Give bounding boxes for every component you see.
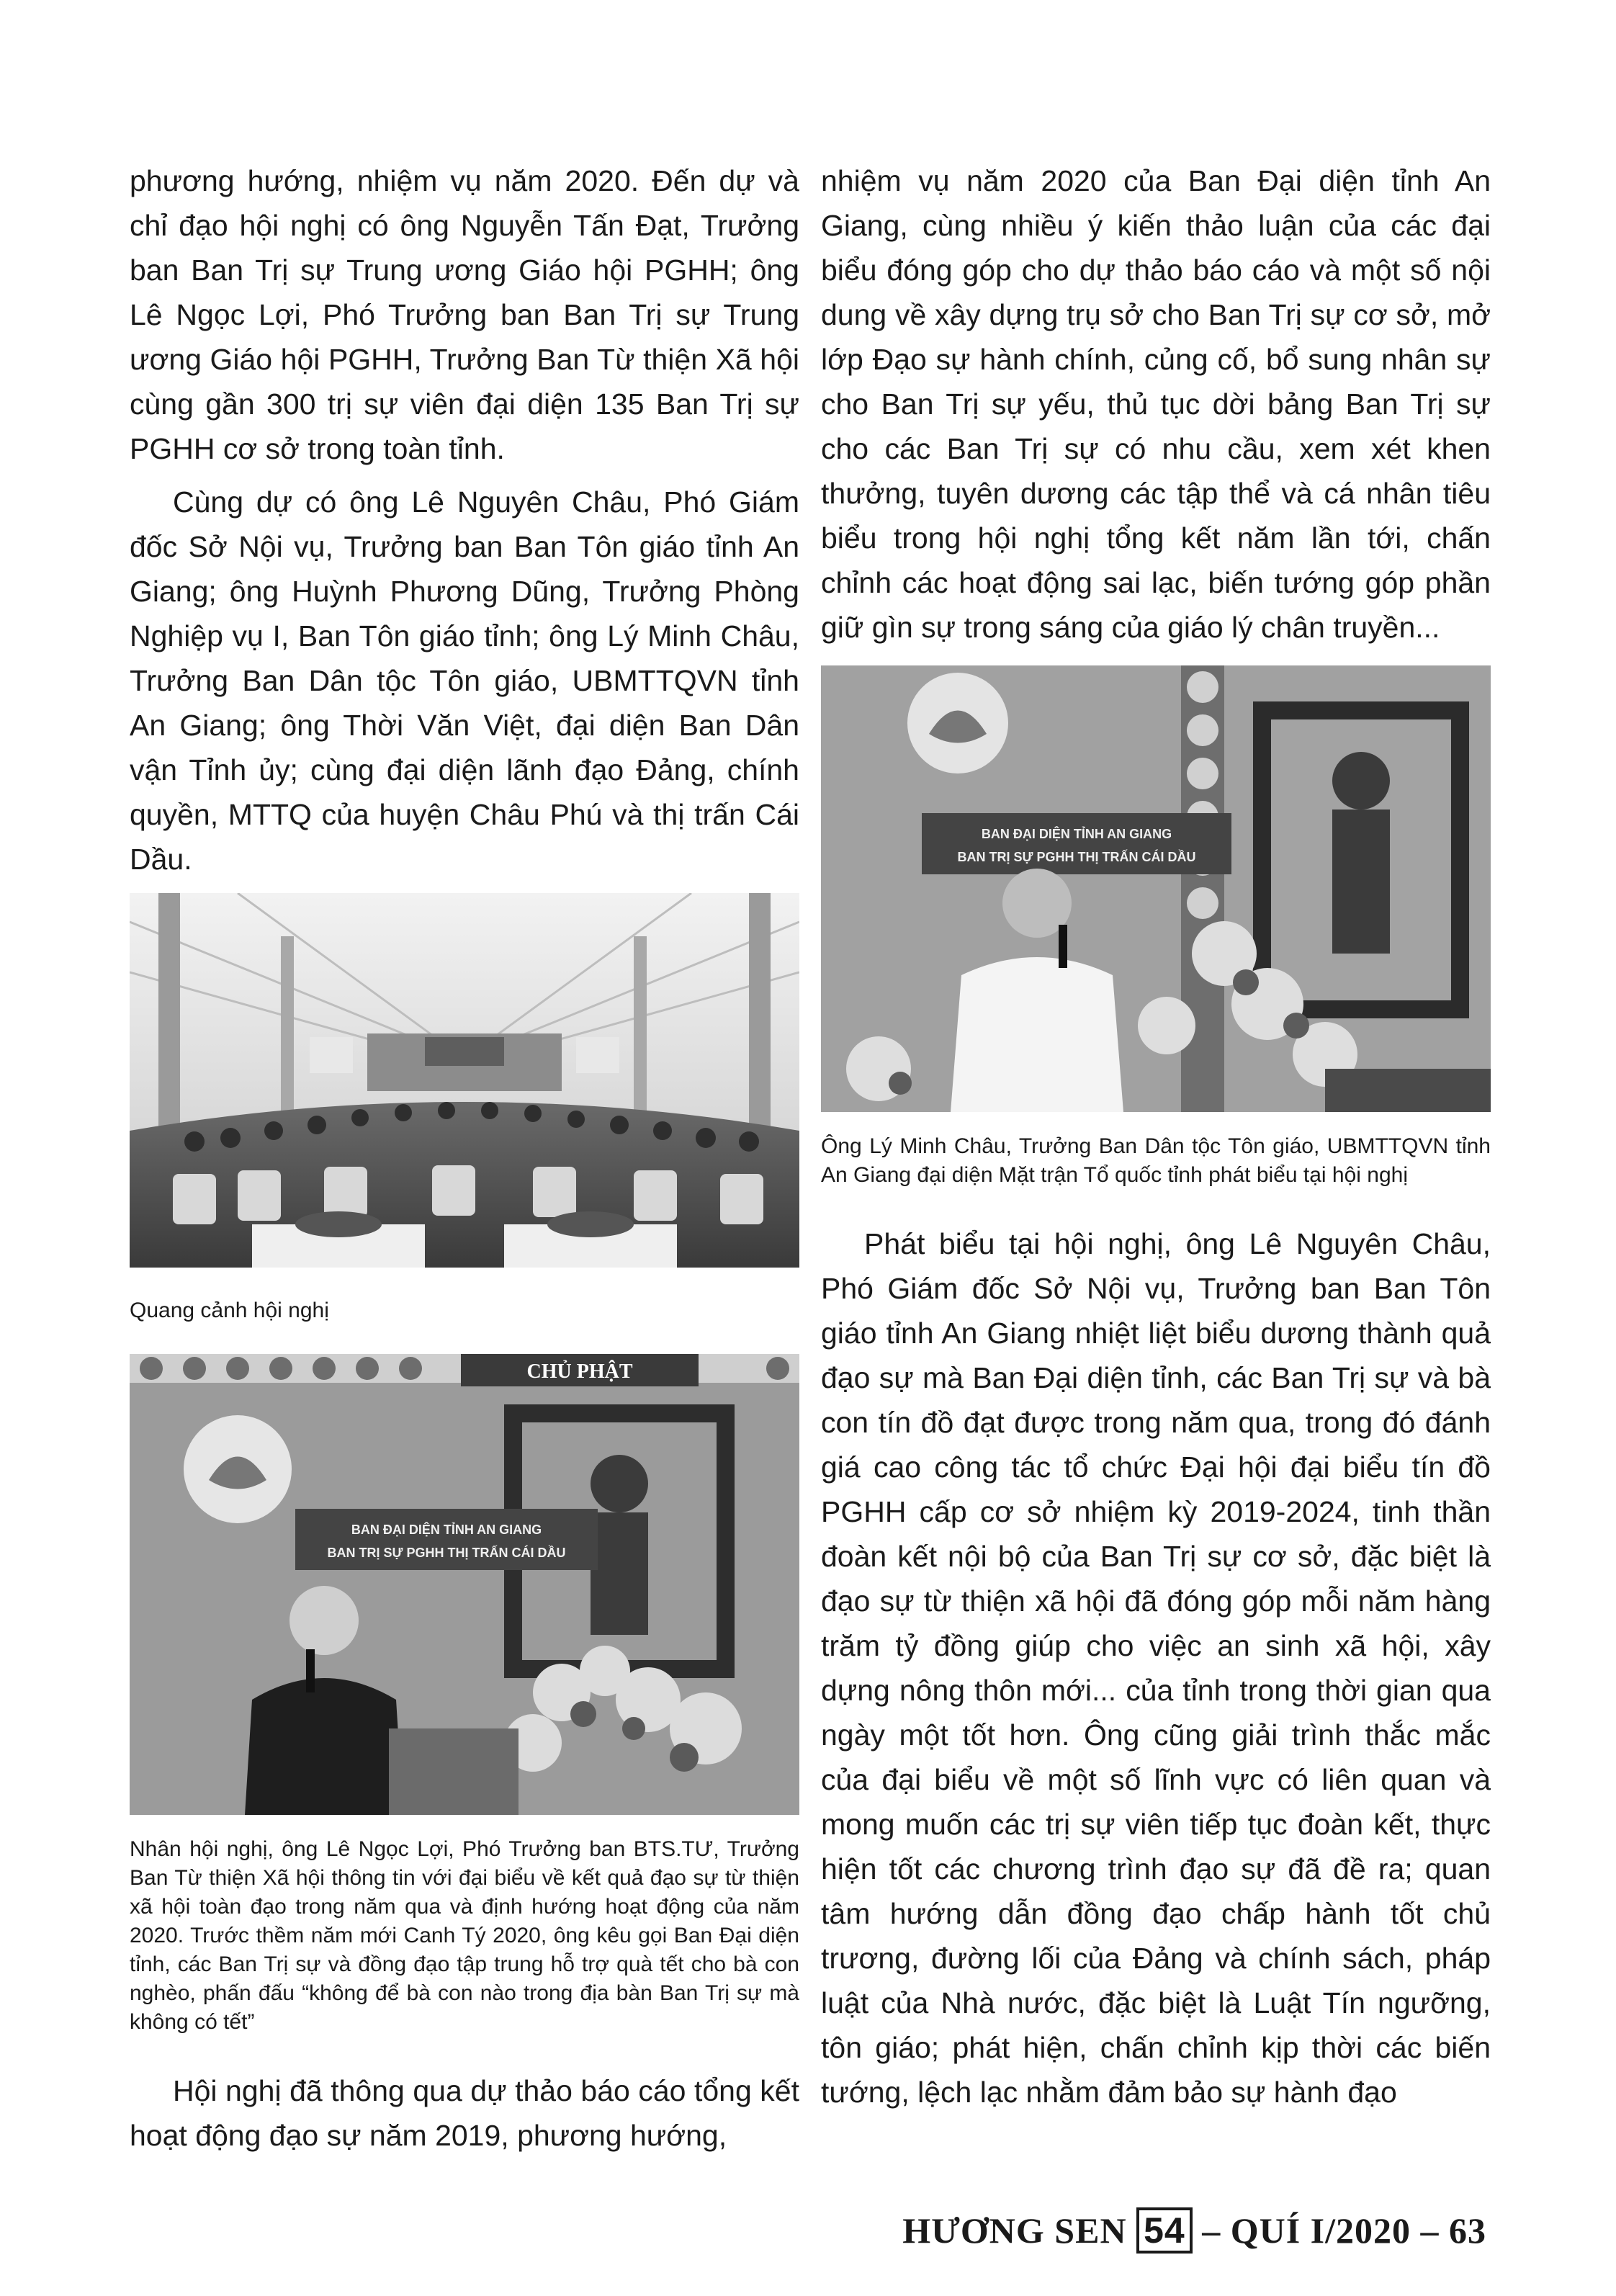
photo-3-banner-line-2: BAN TRỊ SỰ PGHH THỊ TRẤN CÁI DẦU bbox=[957, 850, 1196, 864]
photo-conference-hall bbox=[130, 893, 799, 1268]
photo-2-caption: Nhân hội nghị, ông Lê Ngọc Lợi, Phó Trưởng ban BTS.TƯ, Trưởng Ban Từ thiện Xã hội thông tin với đại biểu về kết quả đạo sự từ thiện xã hội toàn đạo trong năm qua và định hướng hoạt động của năm 2020. Trước thềm năm mới Canh Tý 2020, ông kêu gọi Ban Đại diện tỉnh, các Ban Trị sự và đồng đạo tập trung hỗ trợ quà tết cho bà con nghèo, phấn đấu “không để bà con nào trong địa bàn Ban Trị sự mà không có tết” bbox=[130, 1837, 799, 2034]
left-column bbox=[130, 158, 799, 2166]
issue-period: – QUÍ I/2020 – bbox=[1202, 2210, 1440, 2251]
right-paragraph-2: Phát biểu tại hội nghị, ông Lê Nguyên Châu, Phó Giám đốc Sở Nội vụ, Trưởng ban Ban Tôn giáo tỉnh An Giang nhiệt liệt biểu dương thành quả đạo sự mà Ban Đại diện tỉnh, các Ban Trị sự và bà con tín đồ đạt được trong năm qua, trong đó đánh giá cao công tác tổ chức Đại hội đại biểu tín đồ PGHH cấp cơ sở nhiệm kỳ 2019-2024, tinh thần đoàn kết nội bộ của Ban Trị sự cơ sở, đặc biệt là đạo sự từ thiện xã hội đã đóng góp mỗi năm hàng trăm tỷ đồng giúp cho việc an sinh xã hội, xây dựng nông thôn mới... của tỉnh trong thời gian qua ngày một tốt hơn. Ông cũng giải trình thắc mắc của đại biểu về một số lĩnh vực có liên quan và mong muốn các trị sự viên tiếp tục đoàn kết, thực hiện tốt các chương trình đạo sự đã đề ra; quan tâm hướng dẫn đồng đạo chấp hành tốt chủ trương, đường lối của Đảng và chính sách, pháp luật của Nhà nước, đặc biệt là Luật Tín ngưỡng, tôn giáo; phát hiện, chấn chỉnh kịp thời các biến tướng, lệch lạc nhằm đảm bảo sự hành đạo bbox=[821, 1227, 1491, 2109]
magazine-name: HƯƠNG SEN bbox=[902, 2210, 1127, 2251]
photo-speaker-le-ngoc-loi bbox=[130, 1354, 799, 1815]
right-column bbox=[821, 158, 1491, 2123]
left-paragraph-1: phương hướng, nhiệm vụ năm 2020. Đến dự và chỉ đạo hội nghị có ông Nguyễn Tấn Đạt, Trưởng ban Ban Trị sự Trung ương Giáo hội PGHH; ông Lê Ngọc Lợi, Phó Trưởng ban Ban Trị sự Trung ương Giáo hội PGHH, Trưởng Ban Từ thiện Xã hội cùng gần 300 trị sự viên đại diện 135 Ban Trị sự PGHH cơ sở trong toàn tỉnh. bbox=[130, 164, 799, 465]
photo-2-banner-line-2: BAN TRỊ SỰ PGHH THỊ TRẤN CÁI DẦU bbox=[327, 1546, 566, 1560]
photo-speaker-ly-minh-chau bbox=[821, 665, 1491, 1112]
left-paragraph-2: Cùng dự có ông Lê Nguyên Châu, Phó Giám đốc Sở Nội vụ, Trưởng ban Ban Tôn giáo tỉnh An Giang; ông Huỳnh Phương Dũng, Trưởng Phòng Nghiệp vụ I, Ban Tôn giáo tỉnh; ông Lý Minh Châu, Trưởng Ban Dân tộc Tôn giáo, UBMTTQVN tỉnh An Giang; ông Thời Văn Việt, đại diện Ban Dân vận Tỉnh ủy; cùng đại diện lãnh đạo Đảng, chính quyền, MTTQ của huyện Châu Phú và thị trấn Cái Dầu. bbox=[130, 485, 799, 876]
photo-2-banner-line-1: BAN ĐẠI DIỆN TỈNH AN GIANG bbox=[351, 1523, 542, 1537]
photo-3-caption: Ông Lý Minh Châu, Trưởng Ban Dân tộc Tôn giáo, UBMTTQVN tỉnh An Giang đại diện Mặt trận Tổ quốc tỉnh phát biểu tại hội nghị bbox=[821, 1134, 1491, 1187]
photo-2-top-sign: CHỦ PHẬT bbox=[526, 1360, 633, 1383]
page-number: 63 bbox=[1449, 2210, 1486, 2251]
right-paragraph-1: nhiệm vụ năm 2020 của Ban Đại diện tỉnh An Giang, cùng nhiều ý kiến thảo luận của các đại biểu đóng góp cho dự thảo báo cáo và một số nội dung về xây dựng trụ sở cho Ban Trị sự cơ sở, mở lớp Đạo sự hành chính, củng cố, bổ sung nhân sự cho Ban Trị sự yếu, thủ tục dời bảng Ban Trị sự cho các Ban Trị sự có nhu cầu, xem xét khen thưởng, tuyên dương các tập thể và cá nhân tiêu biểu trong hội nghị tổng kết năm lần tới, chấn chỉnh các hoạt động sai lạc, biến tướng góp phần giữ gìn sự trong sáng của giáo lý chân truyền... bbox=[821, 164, 1491, 644]
photo-1-caption: Quang cảnh hội nghị bbox=[130, 1299, 329, 1322]
page-footer bbox=[902, 2210, 1486, 2251]
photo-3-banner-line-1: BAN ĐẠI DIỆN TỈNH AN GIANG bbox=[981, 827, 1172, 841]
left-paragraph-3: Hội nghị đã thông qua dự thảo báo cáo tổng kết hoạt động đạo sự năm 2019, phương hướng, bbox=[130, 2074, 799, 2152]
issue-number: 54 bbox=[1136, 2207, 1193, 2254]
